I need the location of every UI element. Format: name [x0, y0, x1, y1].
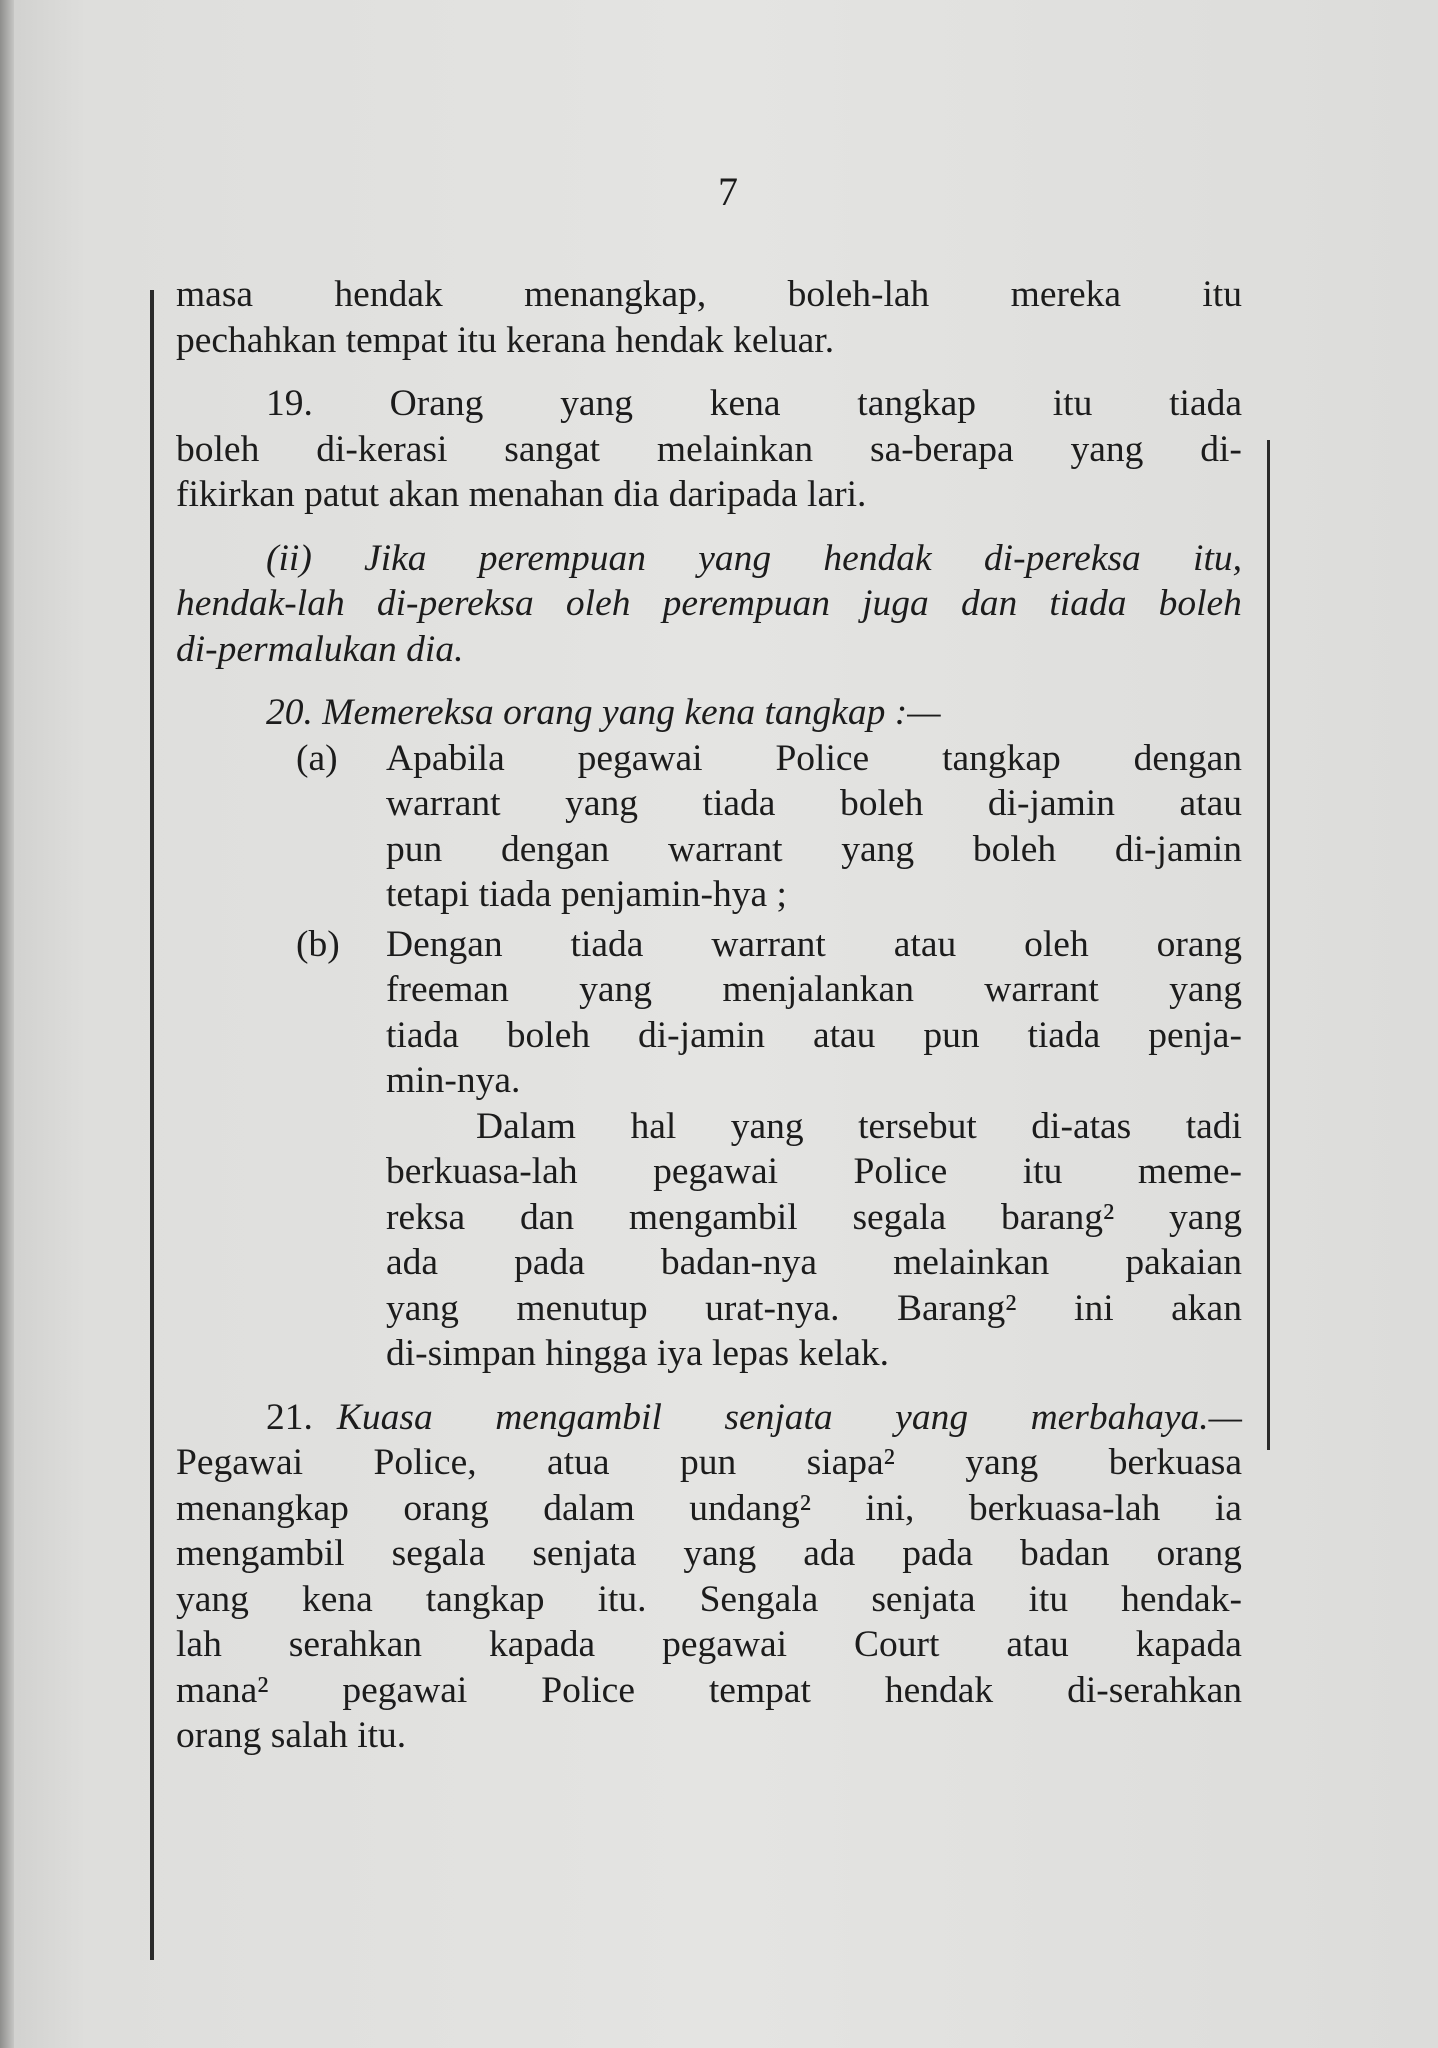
word: mana² [176, 1669, 269, 1711]
word: atau [893, 923, 957, 965]
word: yang [386, 1287, 459, 1329]
word: keluar. [733, 319, 835, 361]
text-line [176, 1104, 1242, 1150]
word: yang [698, 537, 772, 579]
word: badan-nya [660, 1242, 818, 1283]
word: menjalankan [722, 969, 914, 1010]
word: orang [503, 692, 603, 733]
word: boleh [840, 783, 924, 824]
text-line [176, 1331, 1242, 1377]
word: ini [1074, 1287, 1114, 1329]
word: pada [902, 1533, 974, 1574]
word: Dalam [476, 1105, 576, 1147]
word: :— [894, 692, 941, 733]
word: kena [301, 1578, 373, 1620]
section-21-heading [176, 1395, 1242, 1441]
word: yang [841, 828, 915, 870]
subsection-ii-line [176, 536, 1242, 582]
word: lepas [712, 1333, 799, 1374]
word: atua [547, 1442, 610, 1483]
word: hendak [884, 1669, 994, 1711]
word: kapada [488, 1624, 596, 1665]
word: di- [1200, 428, 1242, 470]
word: berkuasa-lah [968, 1487, 1161, 1529]
word: Police [775, 737, 870, 779]
word: sa-berapa [869, 428, 1014, 470]
word: tersebut [858, 1105, 977, 1147]
word: tiada [478, 874, 561, 915]
word: ada [803, 1533, 856, 1574]
word: pada [514, 1242, 585, 1283]
word: Apabila [386, 737, 505, 779]
text-line [176, 581, 1242, 627]
word: itu [1022, 1151, 1063, 1192]
section-20-heading [176, 690, 1242, 736]
text-line [176, 872, 1242, 918]
word: kena [709, 383, 781, 424]
item-b-line [176, 922, 1242, 968]
word: warrant [386, 783, 501, 824]
word: yang [560, 383, 633, 424]
word: itu, [1193, 537, 1242, 579]
text-line [176, 967, 1242, 1013]
word: yang [602, 692, 685, 733]
text-line [176, 627, 1242, 673]
word: hendak [615, 319, 734, 361]
word: pegawai [577, 737, 703, 779]
text-line [176, 1013, 1242, 1059]
word: yang [730, 1105, 804, 1147]
body-text [176, 272, 1242, 1759]
word: ada [386, 1242, 439, 1283]
word: dia. [406, 628, 464, 670]
word: dalam [543, 1487, 635, 1529]
word: dia [613, 474, 669, 515]
text-line [176, 1149, 1242, 1195]
word: fikirkan [176, 474, 305, 515]
word: boleh [1158, 583, 1242, 624]
word: akan [1171, 1287, 1242, 1329]
section-19-line [176, 381, 1242, 427]
text-line [176, 1286, 1242, 1332]
word: min-nya. [386, 1060, 521, 1101]
word: tangkap [425, 1578, 545, 1620]
text-line [176, 472, 1242, 518]
word: barang² [1000, 1196, 1115, 1238]
word: tiada [570, 923, 644, 965]
word: merbahaya.— [1030, 1396, 1242, 1438]
word: yang [1070, 428, 1144, 470]
text-line [176, 318, 1242, 364]
word: Memereksa [322, 692, 504, 733]
word: tangkap [857, 383, 977, 424]
right-margin-bar [1267, 440, 1270, 1450]
word: warrant [984, 969, 1099, 1010]
word: lari. [807, 474, 867, 515]
word: sangat [504, 428, 601, 470]
word: ini, [865, 1487, 915, 1529]
word: boleh-lah [787, 274, 930, 315]
word: penjamin-hya [560, 874, 777, 915]
word: lah [176, 1624, 222, 1665]
word: Kuasa [336, 1396, 433, 1438]
word: perempuan [478, 537, 647, 579]
text-line [176, 1195, 1242, 1241]
text-line [176, 1486, 1242, 1532]
word: segala [852, 1196, 947, 1238]
word: melainkan [893, 1242, 1050, 1283]
word: melainkan [656, 428, 814, 470]
text-line [176, 1713, 1242, 1759]
word: tangkap [942, 737, 1061, 779]
word: yang [1169, 969, 1242, 1010]
word: kerana [506, 319, 616, 361]
word: atau [812, 1014, 876, 1056]
word: atau [1006, 1624, 1069, 1665]
word: ; [776, 874, 787, 915]
text-line [176, 1240, 1242, 1286]
word: di-kerasi [316, 428, 448, 470]
word: 19. [266, 383, 313, 424]
word: itu [1052, 383, 1093, 424]
text-line [176, 427, 1242, 473]
word: kena [684, 692, 765, 733]
word: tempat [345, 319, 458, 361]
word: badan [1020, 1533, 1110, 1574]
word: oleh [1024, 923, 1089, 965]
word: menangkap, [524, 274, 707, 315]
word: di-jamin [1114, 828, 1242, 870]
word: serahkan [288, 1624, 423, 1665]
word: tetapi [386, 874, 479, 915]
word: mereka [1010, 274, 1121, 315]
word: ia [1214, 1487, 1242, 1529]
word: itu [457, 319, 507, 361]
word: menahan [468, 474, 614, 515]
word: yang [579, 969, 653, 1010]
word: senjata [724, 1396, 833, 1438]
word: pechahkan [176, 319, 346, 361]
word: tiada [1169, 383, 1242, 424]
word: tempat [708, 1669, 811, 1711]
word: pegawai [662, 1624, 788, 1665]
word: tiada [386, 1014, 459, 1056]
word: senjata [871, 1578, 976, 1620]
text-line [176, 1668, 1242, 1714]
text-line [176, 781, 1242, 827]
word: orang [1156, 923, 1242, 965]
text-line [176, 272, 1242, 318]
word: patut [304, 474, 389, 515]
word: salah [270, 1715, 358, 1756]
section-21-title [337, 1395, 1242, 1441]
word: mengambil [495, 1396, 662, 1438]
word: masa [176, 274, 254, 315]
word: di-jamin [987, 783, 1115, 824]
text-line [176, 1058, 1242, 1104]
word: Sengala [699, 1578, 819, 1620]
word: (ii) [266, 537, 312, 579]
word: dan [960, 583, 1018, 624]
word: boleh [176, 428, 260, 470]
word: tiada [1027, 1014, 1101, 1056]
word: warrant [711, 923, 826, 965]
word: Pegawai [176, 1442, 304, 1483]
text-line [176, 827, 1242, 873]
word: hendak [823, 537, 932, 579]
word: urat-nya. [705, 1287, 840, 1329]
text-line [176, 1577, 1242, 1623]
word: yang [895, 1396, 969, 1438]
word: hendak- [1121, 1578, 1242, 1620]
word: mengambil [628, 1196, 798, 1238]
word: oleh [565, 583, 631, 624]
word: menutup [516, 1287, 648, 1329]
word: tangkap [764, 692, 895, 733]
word: di-permalukan [176, 628, 407, 670]
word: dan [519, 1196, 575, 1238]
word: Dengan [386, 923, 503, 965]
word: daripada [668, 474, 808, 515]
word: Jika [364, 537, 427, 579]
word: akan [388, 474, 469, 515]
word: orang [403, 1487, 489, 1529]
word: Police, [373, 1442, 477, 1483]
word: berkuasa [1108, 1442, 1242, 1483]
word: yang [965, 1442, 1039, 1483]
word: hingga [545, 1333, 657, 1374]
word: dengan [500, 828, 610, 870]
word: itu [1028, 1578, 1069, 1620]
word: atau [1179, 783, 1242, 824]
word: kelak. [798, 1333, 890, 1374]
word: kapada [1135, 1624, 1242, 1665]
word: Court [853, 1624, 940, 1665]
word: berkuasa-lah [386, 1151, 578, 1192]
word: freeman [386, 969, 509, 1010]
word: orang [1156, 1533, 1242, 1574]
word: penja- [1148, 1014, 1242, 1056]
text-line [176, 1622, 1242, 1668]
word: hal [630, 1105, 677, 1147]
item-a-label: (a) [296, 737, 338, 779]
word: dengan [1133, 737, 1242, 779]
word: itu [1202, 274, 1242, 315]
word: siapa² [806, 1442, 895, 1483]
word: yang [683, 1533, 757, 1574]
page-number: 7 [718, 169, 738, 214]
word: undang² [689, 1487, 811, 1529]
word: tadi [1185, 1105, 1242, 1147]
word: di-pereksa [376, 583, 534, 624]
word: orang [176, 1715, 271, 1756]
word: yang [176, 1578, 249, 1620]
page-binding-edge [0, 0, 14, 2048]
word: yang [1169, 1196, 1242, 1238]
left-margin-bar [150, 290, 154, 1960]
word: iya [656, 1333, 713, 1374]
word: Police [541, 1669, 635, 1711]
word: boleh [972, 828, 1057, 870]
word: yang [565, 783, 638, 824]
word: tiada [702, 783, 776, 824]
word: pun [679, 1442, 737, 1483]
word: pegawai [342, 1669, 468, 1711]
word: meme- [1137, 1151, 1242, 1192]
word: itu. [357, 1715, 407, 1756]
word: segala [391, 1533, 486, 1574]
word: di-jamin [638, 1014, 766, 1056]
section-21-number: 21. [266, 1396, 313, 1438]
word: pun [923, 1014, 980, 1056]
word: hendak [334, 274, 443, 315]
word: itu. [597, 1578, 647, 1620]
word: pegawai [653, 1151, 779, 1192]
word: perempuan [662, 583, 830, 624]
word: di-pereksa [983, 537, 1141, 579]
word: di-serahkan [1067, 1669, 1242, 1711]
word: pun [386, 828, 443, 870]
word: Police [853, 1151, 948, 1192]
word: tiada [1049, 583, 1127, 624]
word: 20. [266, 692, 323, 733]
word: hendak-lah [176, 583, 345, 624]
word: di-atas [1031, 1105, 1132, 1147]
word: senjata [532, 1533, 637, 1574]
text-line [176, 1531, 1242, 1577]
word: reksa [386, 1196, 466, 1238]
word: mengambil [176, 1533, 345, 1574]
item-a-line [176, 736, 1242, 782]
word: Barang² [897, 1287, 1017, 1329]
word: Orang [389, 383, 484, 424]
word: boleh [506, 1014, 591, 1056]
word: pakaian [1125, 1242, 1242, 1283]
word: menangkap [176, 1487, 349, 1529]
word: di-simpan [386, 1333, 546, 1374]
word: juga [862, 583, 929, 624]
text-line [176, 1440, 1242, 1486]
word: warrant [667, 828, 783, 870]
item-b-label: (b) [296, 923, 340, 965]
